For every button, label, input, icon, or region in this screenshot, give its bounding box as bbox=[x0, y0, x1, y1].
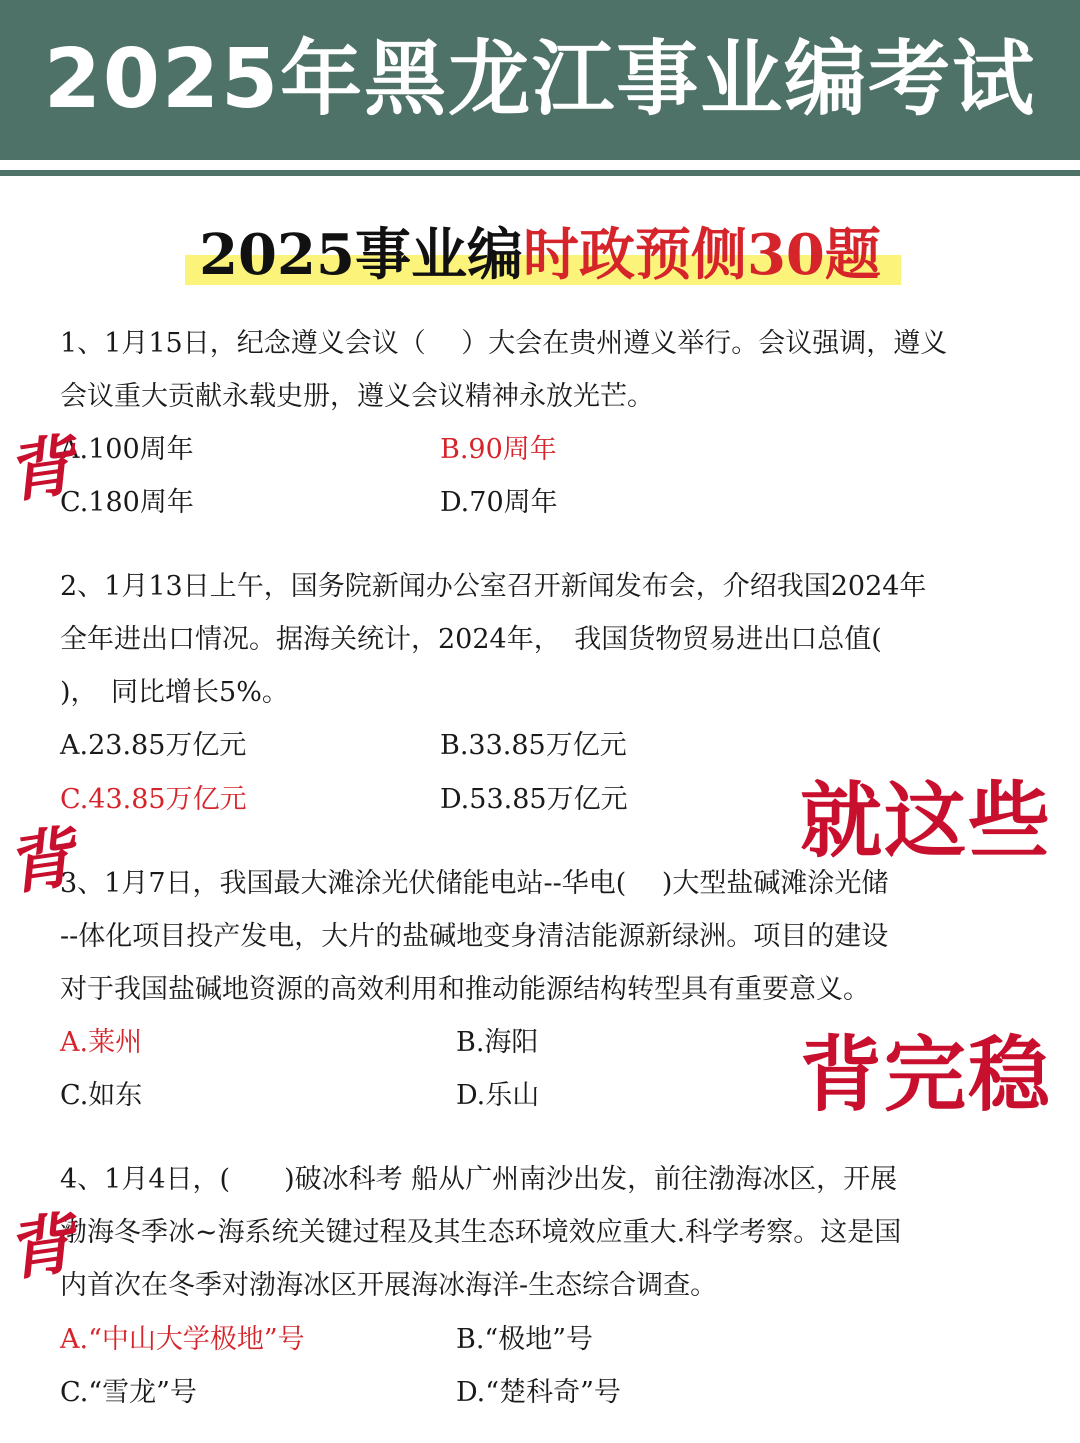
question-3 bbox=[60, 857, 1020, 1016]
page-title: 2025年黑龙江事业编考试 bbox=[43, 32, 1037, 127]
question-4 bbox=[60, 1153, 1020, 1312]
question-2-line-2: 全年进出口情况。据海关统计，2024年， 我国货物贸易进出口总值( bbox=[60, 624, 882, 655]
question-1-line-2: 会议重大贡献永载史册，遵义会议精神永放光芒。 bbox=[60, 381, 654, 412]
q3-option-c: C.如东 bbox=[60, 1080, 143, 1111]
question-3-line-3: 对于我国盐碱地资源的高效利用和推动能源结构转型具有重要意义。 bbox=[60, 974, 870, 1005]
header-divider bbox=[0, 170, 1080, 176]
q2-option-c: C.43.85万亿元 bbox=[60, 784, 247, 815]
q4-option-a: A.“中山大学极地”号 bbox=[60, 1324, 305, 1355]
q3-option-b: B.海阳 bbox=[456, 1027, 539, 1058]
subtitle-part-1: 2025事业编 bbox=[199, 222, 523, 288]
memorize-stamp-3: 背 bbox=[1, 1203, 78, 1291]
q1-option-c: C.180周年 bbox=[60, 487, 194, 518]
question-4-line-1: 4、1月4日，( )破冰科考 船从广州南沙出发，前往渤海冰区，开展 bbox=[60, 1164, 898, 1195]
side-slogan-2: 背完稳 bbox=[800, 1028, 1053, 1123]
q4-option-c: C.“雪龙”号 bbox=[60, 1377, 197, 1408]
question-4-line-2: 渤海冬季冰~海系统关键过程及其生态环境效应重大.科学考察。这是国 bbox=[60, 1217, 902, 1248]
q3-option-d: D.乐山 bbox=[456, 1080, 540, 1111]
subtitle-part-2: 时政预侧30题 bbox=[522, 222, 881, 288]
subtitle bbox=[0, 215, 1080, 295]
q1-option-d: D.70周年 bbox=[440, 487, 558, 518]
question-1 bbox=[60, 317, 1020, 423]
question-2 bbox=[60, 560, 1020, 719]
question-2-line-3: )， 同比增长5%。 bbox=[60, 677, 289, 708]
side-slogan-1: 就这些 bbox=[800, 774, 1053, 869]
q2-option-b: B.33.85万亿元 bbox=[440, 730, 627, 761]
question-3-line-1: 3、1月7日，我国最大滩涂光伏储能电站--华电( )大型盐碱滩涂光储 bbox=[60, 868, 889, 899]
q2-option-d: D.53.85万亿元 bbox=[440, 784, 628, 815]
q3-option-a: A.莱州 bbox=[60, 1027, 143, 1058]
q4-option-b: B.“极地”号 bbox=[456, 1324, 594, 1355]
q4-option-d: D.“楚科奇”号 bbox=[456, 1377, 621, 1408]
question-3-line-2: --体化项目投产发电，大片的盐碱地变身清洁能源新绿洲。项目的建设 bbox=[60, 921, 889, 952]
question-1-line-1: 1、1月15日，纪念遵义会议（ ）大会在贵州遵义举行。会议强调，遵义 bbox=[60, 328, 948, 359]
q2-option-a: A.23.85万亿元 bbox=[60, 730, 247, 761]
q1-option-b: B.90周年 bbox=[440, 434, 557, 465]
memorize-stamp-2: 背 bbox=[1, 817, 78, 905]
q1-option-a: A.100周年 bbox=[60, 434, 194, 465]
question-4-line-3: 内首次在冬季对渤海冰区开展海冰海洋-生态综合调查。 bbox=[60, 1270, 718, 1301]
memorize-stamp-1: 背 bbox=[1, 425, 78, 513]
question-2-line-1: 2、1月13日上午，国务院新闻办公室召开新闻发布会，介绍我国2024年 bbox=[60, 571, 927, 602]
